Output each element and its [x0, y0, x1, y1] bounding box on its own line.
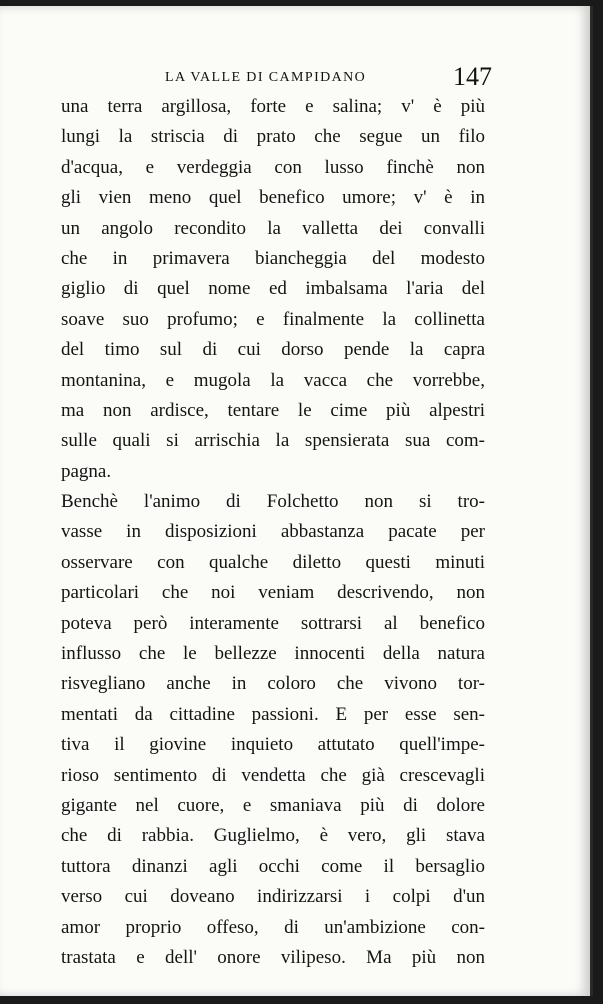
text-line-11: ma non ardisce, tentare le cime più alpestri: [61, 399, 485, 421]
text-line-21: mentati da cittadine passioni. E per esse sen-: [61, 703, 485, 725]
text-line-14: Benchè l'animo di Folchetto non si tro-: [61, 491, 485, 513]
book-page: [0, 6, 593, 996]
text-line-20: risvegliano anche in coloro che vivono tor-: [61, 673, 485, 695]
body-text: [61, 92, 485, 973]
text-line-17: particolari che noi veniam descrivendo, non: [61, 582, 485, 604]
text-line-5: un angolo recondito la valletta dei convalli: [61, 217, 485, 239]
text-line-23: rioso sentimento di vendetta che già crescevagli: [61, 764, 485, 786]
text-line-1: una terra argillosa, forte e salina; v' è più: [61, 96, 485, 117]
text-line-3: d'acqua, e verdeggia con lusso finchè non: [61, 156, 485, 178]
text-line-4: gli vien meno quel benefico umore; v' è in: [61, 187, 485, 209]
text-line-28: amor proprio offeso, di un'ambizione con-: [61, 916, 485, 938]
text-line-25: che di rabbia. Guglielmo, è vero, gli stava: [61, 825, 485, 847]
text-line-16: osservare con qualche diletto questi minuti: [61, 551, 485, 573]
text-line-19: influsso che le bellezze innocenti della natura: [61, 643, 485, 665]
page-header: [165, 62, 495, 92]
text-line-12: sulle quali si arrischia la spensierata sua com-: [61, 430, 485, 452]
text-line-2: lungi la striscia di prato che segue un filo: [61, 126, 485, 148]
text-line-29: trastata e dell' onore vilipeso. Ma più non: [61, 946, 485, 968]
text-line-24: gigante nel cuore, e smaniava più di dolore: [61, 794, 485, 816]
page-number: 147: [453, 62, 492, 91]
text-line-13: pagna.: [61, 460, 112, 482]
text-line-7: giglio di quel nome ed imbalsama l'aria del: [61, 278, 485, 300]
text-line-8: soave suo profumo; e finalmente la collinetta: [61, 308, 485, 330]
text-line-27: verso cui doveano indirizzarsi i colpi d'un: [61, 886, 485, 908]
running-title: LA VALLE DI CAMPIDANO: [165, 70, 367, 85]
text-line-9: del timo sul di cui dorso pende la capra: [61, 339, 485, 361]
text-line-26: tuttora dinanzi agli occhi come il bersaglio: [61, 855, 485, 877]
text-line-18: poteva però interamente sottrarsi al benefico: [61, 612, 485, 634]
text-line-22: tiva il giovine inquieto attutato quell'impe-: [61, 734, 485, 756]
text-line-6: che in primavera biancheggia del modesto: [61, 247, 485, 269]
text-line-10: montanina, e mugola la vacca che vorrebbe,: [61, 369, 485, 391]
text-line-15: vasse in disposizioni abbastanza pacate per: [61, 521, 485, 543]
